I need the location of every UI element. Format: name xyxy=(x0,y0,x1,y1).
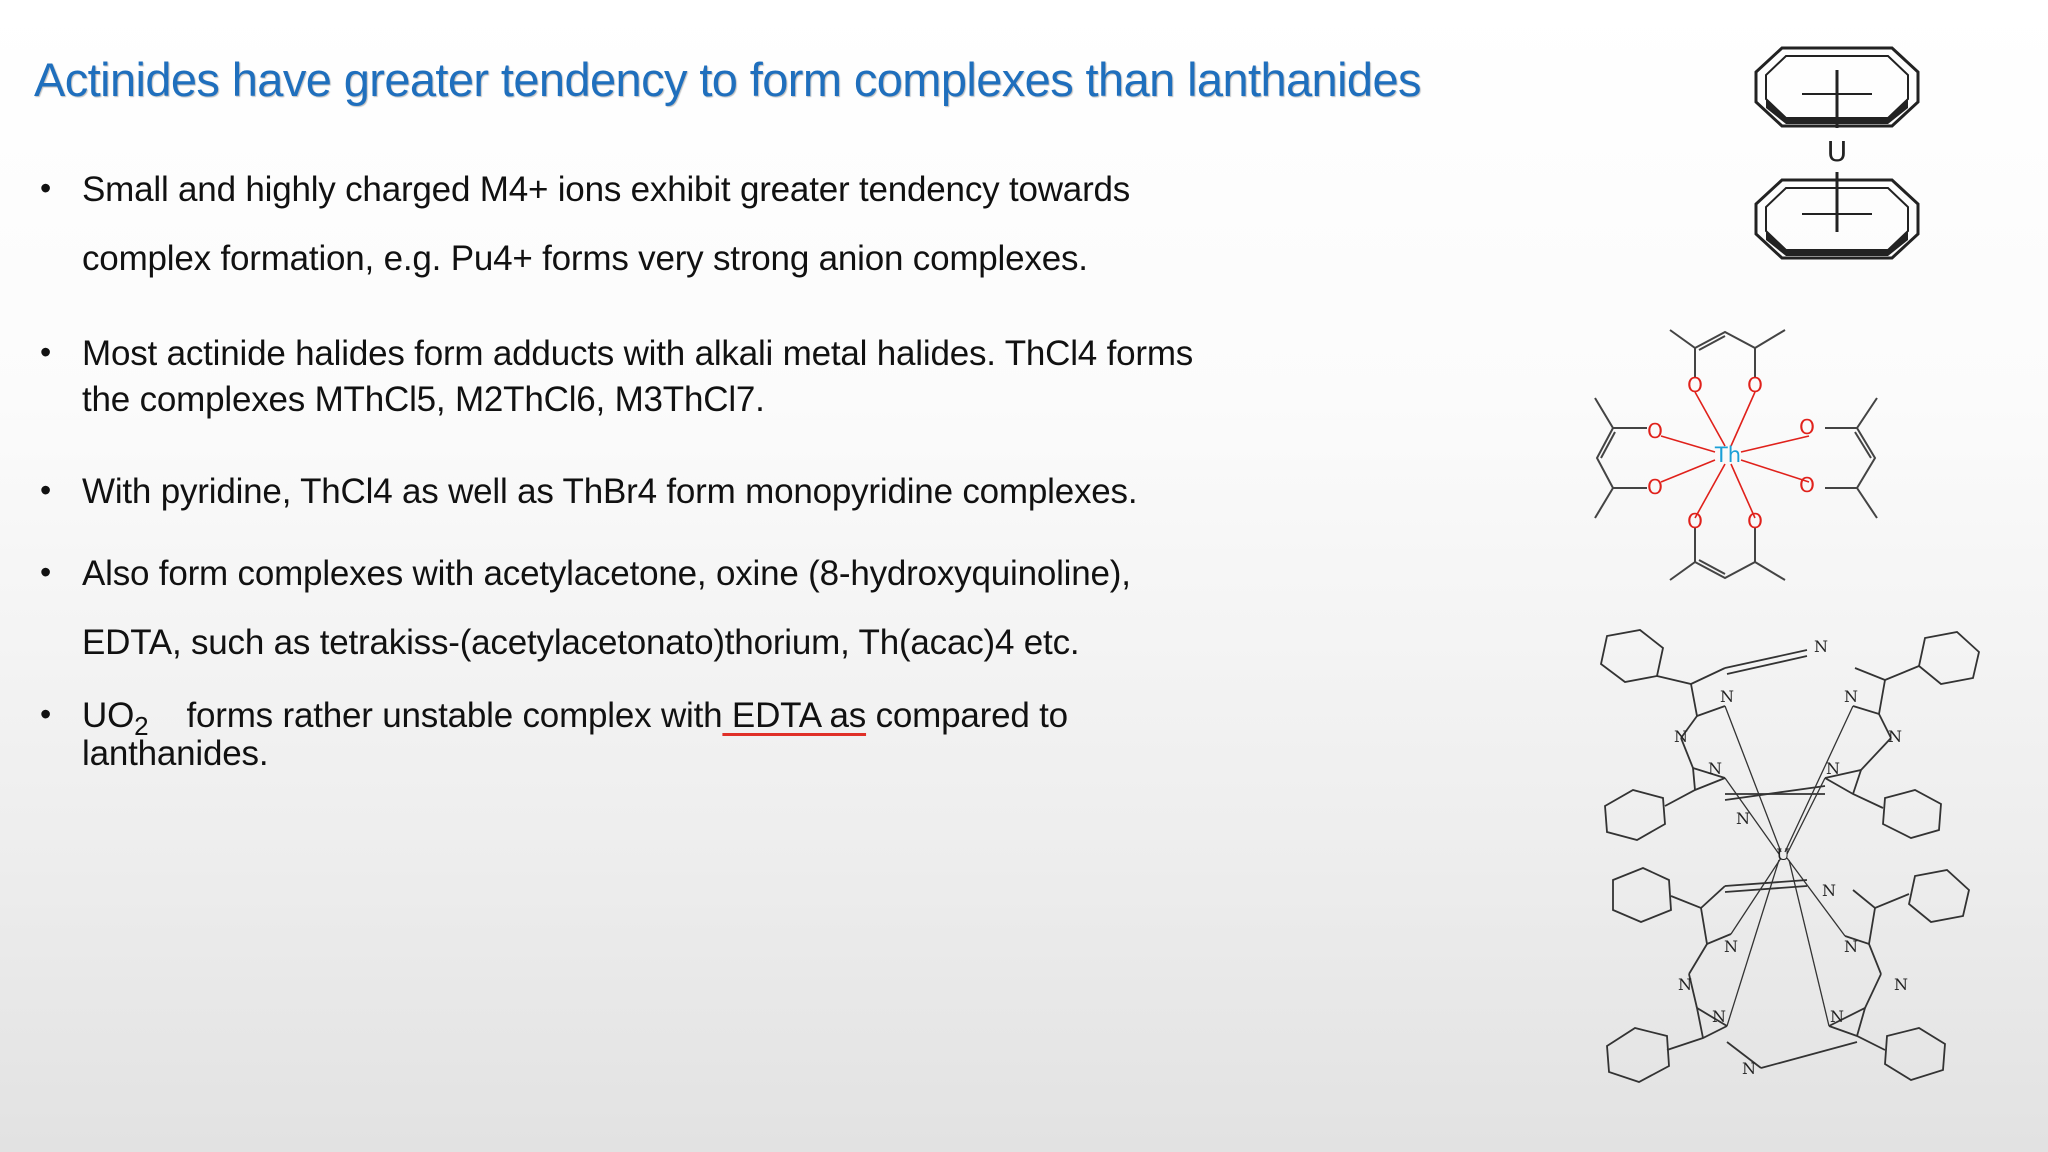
formula-uo2: $UO_2$ xyxy=(82,696,149,741)
thorium-label: Th xyxy=(1714,443,1742,467)
oxygen-label: O xyxy=(1647,419,1663,443)
bullet-text-line: lanthanides. xyxy=(82,734,269,773)
nitrogen-label: N xyxy=(1742,1059,1756,1078)
nitrogen-label: N xyxy=(1894,975,1908,994)
underlined-phrase: EDTA as xyxy=(722,696,867,735)
uranium-phthalocyanine-structure-image xyxy=(1585,618,1985,1098)
oxygen-label: O xyxy=(1747,509,1763,533)
bullet-text-line: Small and highly charged M4+ ions exhibit greater tendency towards xyxy=(82,170,1131,209)
nitrogen-label: N xyxy=(1814,637,1828,656)
nitrogen-label: N xyxy=(1674,727,1688,746)
oxygen-label: O xyxy=(1647,475,1663,499)
nitrogen-label: N xyxy=(1830,1007,1844,1026)
nitrogen-label: N xyxy=(1888,727,1902,746)
bullet-text-line: With pyridine, ThCl4 as well as ThBr4 form monopyridine complexes. xyxy=(82,472,1138,511)
uranocene-structure-image xyxy=(1742,40,1932,268)
uranium-label: U xyxy=(1826,135,1848,168)
nitrogen-label: N xyxy=(1712,1007,1726,1026)
oxygen-label: O xyxy=(1687,509,1703,533)
bullet-dot: • xyxy=(40,696,52,732)
bullet-text-line: complex formation, e.g. Pu4+ forms very strong anion complexes. xyxy=(82,239,1088,278)
bullet-text-line: Most actinide halides form adducts with alkali metal halides. ThCl4 forms xyxy=(82,334,1194,373)
bullet-dot: • xyxy=(40,334,52,370)
nitrogen-label: N xyxy=(1822,881,1836,900)
uranium-label: U xyxy=(1776,845,1790,864)
oxygen-label: O xyxy=(1799,415,1815,439)
bullet-text-line: the complexes MThCl5, M2ThCl6, M3ThCl7. xyxy=(82,380,765,419)
oxygen-label: O xyxy=(1747,373,1763,397)
oxygen-label: O xyxy=(1687,373,1703,397)
bullet-dot: • xyxy=(40,472,52,508)
bullet-text-line: $UO_2$ forms rather unstable complex with EDTA as compared to xyxy=(82,696,1068,741)
slide-title: Actinides have greater tendency to form complexes than lanthanides xyxy=(34,53,1421,106)
nitrogen-label: N xyxy=(1736,809,1750,828)
bullet-dot: • xyxy=(40,170,52,206)
nitrogen-label: N xyxy=(1844,937,1858,956)
bullet-text-line: Also form complexes with acetylacetone, oxine (8-hydroxyquinoline), xyxy=(82,554,1131,593)
oxygen-label: O xyxy=(1799,473,1815,497)
nitrogen-label: N xyxy=(1844,687,1858,706)
bullet-text-line: EDTA, such as tetrakiss-(acetylacetonato)thorium, Th(acac)4 etc. xyxy=(82,623,1080,662)
nitrogen-label: N xyxy=(1826,759,1840,778)
nitrogen-label: N xyxy=(1720,687,1734,706)
th-acac-structure-image xyxy=(1585,318,1885,593)
nitrogen-label: N xyxy=(1724,937,1738,956)
nitrogen-label: N xyxy=(1678,975,1692,994)
nitrogen-label: N xyxy=(1708,759,1722,778)
bullet-dot: • xyxy=(40,554,52,590)
